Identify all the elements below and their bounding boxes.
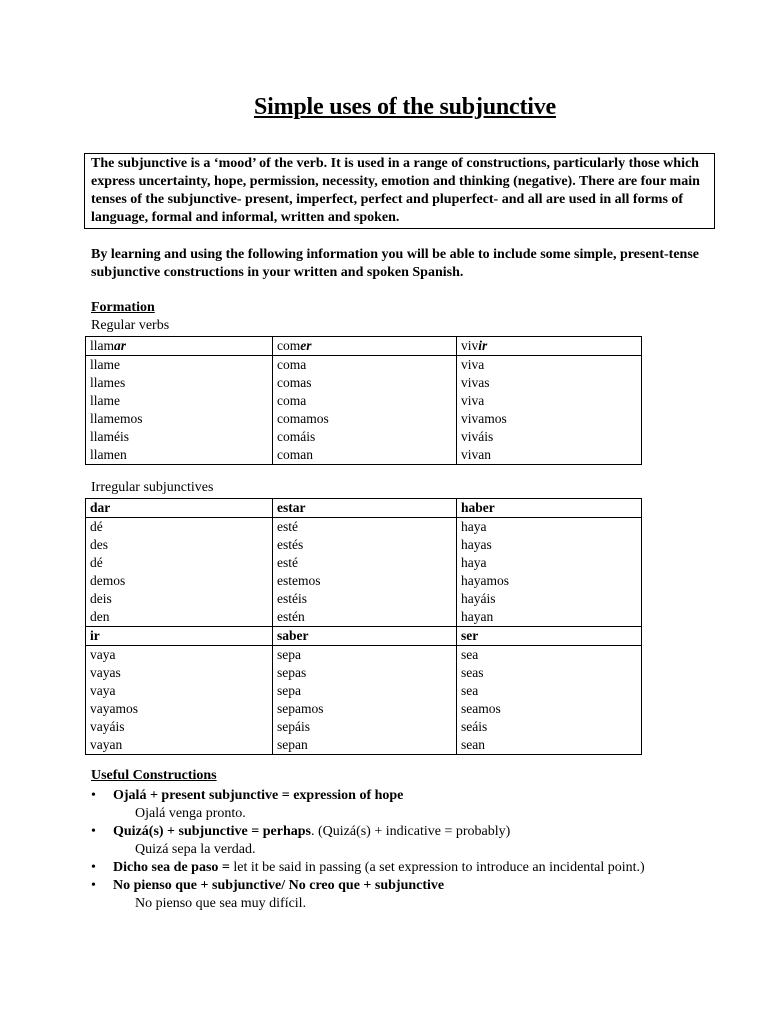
table-row — [86, 410, 642, 428]
table-row — [86, 590, 642, 608]
table-cell: comamos — [273, 410, 457, 428]
table-row — [86, 736, 642, 755]
bullet-icon: • — [91, 878, 96, 893]
table-cell: estén — [273, 608, 457, 627]
table-cell: vayáis — [86, 718, 273, 736]
table-header-cell: estar — [273, 499, 457, 518]
table-cell: hayamos — [457, 572, 642, 590]
table-row — [86, 374, 642, 392]
table-header-cell: comer — [273, 337, 457, 356]
table-cell: vivan — [457, 446, 642, 465]
table-row — [86, 700, 642, 718]
table-row — [86, 428, 642, 446]
table-header-cell: ser — [457, 627, 642, 646]
irregular-label: Irregular subjunctives — [91, 480, 214, 495]
construction-example: Ojalá venga pronto. — [135, 806, 246, 821]
table-cell: esté — [273, 518, 457, 537]
regular-verbs-table — [85, 336, 642, 465]
table-cell: vayamos — [86, 700, 273, 718]
irregular-verbs-table — [85, 498, 642, 755]
formation-heading: Formation — [91, 300, 155, 315]
table-cell: vaya — [86, 646, 273, 665]
table-cell: sea — [457, 646, 642, 665]
table-cell: sepamos — [273, 700, 457, 718]
table-row — [86, 664, 642, 682]
table-row — [86, 646, 642, 665]
table-header-cell: vivir — [457, 337, 642, 356]
construction-example: Quizá sepa la verdad. — [135, 842, 256, 857]
table-row — [86, 536, 642, 554]
table-row — [86, 446, 642, 465]
table-header-cell: haber — [457, 499, 642, 518]
construction-item — [91, 877, 711, 895]
construction-note: let it be said in passing (a set expression to introduce an incidental point.) — [233, 860, 645, 875]
table-cell: viva — [457, 392, 642, 410]
table-cell: sepa — [273, 682, 457, 700]
table-cell: viva — [457, 356, 642, 375]
table-row — [86, 608, 642, 627]
table-cell: haya — [457, 554, 642, 572]
table-cell: coma — [273, 392, 457, 410]
learning-paragraph: By learning and using the following information you will be able to include some simple, present-tense subjunctive constructions in your written and spoken Spanish. — [91, 247, 699, 280]
constructions-heading: Useful Constructions — [91, 768, 217, 783]
construction-item — [91, 787, 711, 805]
table-cell: esté — [273, 554, 457, 572]
table-cell: viváis — [457, 428, 642, 446]
table-cell: comas — [273, 374, 457, 392]
table-cell: seáis — [457, 718, 642, 736]
table-cell: sepa — [273, 646, 457, 665]
bullet-icon: • — [91, 824, 96, 839]
table-header-row — [86, 499, 642, 518]
table-cell: llaméis — [86, 428, 273, 446]
table-cell: hayas — [457, 536, 642, 554]
table-cell: vaya — [86, 682, 273, 700]
table-row — [86, 718, 642, 736]
table-header-cell: llamar — [86, 337, 273, 356]
table-row — [86, 392, 642, 410]
table-cell: comáis — [273, 428, 457, 446]
table-cell: seas — [457, 664, 642, 682]
construction-item — [91, 859, 711, 877]
table-cell: haya — [457, 518, 642, 537]
table-header-cell: saber — [273, 627, 457, 646]
table-cell: llamen — [86, 446, 273, 465]
table-header-row — [86, 627, 642, 646]
table-cell: estemos — [273, 572, 457, 590]
intro-box: The subjunctive is a ‘mood’ of the verb. It is used in a range of constructions, particularly those which express uncertainty, hope, permission, necessity, emotion and thinking (negative). There are four main tenses of the subjunctive- present, imperfect, perfect and pluperfect- and all are used in all forms of language, formal and informal, written and spoken. — [84, 153, 715, 229]
table-cell: estéis — [273, 590, 457, 608]
construction-rule: Dicho sea de paso = — [113, 860, 234, 875]
table-cell: llame — [86, 392, 273, 410]
table-cell: estés — [273, 536, 457, 554]
table-cell: vayan — [86, 736, 273, 755]
table-cell: hayáis — [457, 590, 642, 608]
table-cell: dé — [86, 518, 273, 537]
table-row — [86, 572, 642, 590]
table-cell: hayan — [457, 608, 642, 627]
bullet-icon: • — [91, 860, 96, 875]
constructions-list — [91, 787, 711, 913]
table-cell: llame — [86, 356, 273, 375]
construction-rule: Ojalá + present subjunctive = expression of hope — [113, 788, 404, 803]
table-cell: sean — [457, 736, 642, 755]
table-cell: des — [86, 536, 273, 554]
bullet-icon: • — [91, 788, 96, 803]
table-cell: coman — [273, 446, 457, 465]
construction-item — [91, 823, 711, 841]
table-cell: sepan — [273, 736, 457, 755]
table-row — [86, 356, 642, 375]
table-cell: dé — [86, 554, 273, 572]
table-cell: llamemos — [86, 410, 273, 428]
table-cell: vayas — [86, 664, 273, 682]
construction-note: . (Quizá(s) + indicative = probably) — [310, 824, 511, 839]
construction-rule: No pienso que + subjunctive/ No creo que + subjunctive — [113, 878, 445, 893]
table-cell: demos — [86, 572, 273, 590]
regular-verbs-label: Regular verbs — [91, 318, 170, 333]
table-cell: sepas — [273, 664, 457, 682]
table-header-cell: ir — [86, 627, 273, 646]
table-cell: sepáis — [273, 718, 457, 736]
table-header-row — [86, 337, 642, 356]
table-cell: vivamos — [457, 410, 642, 428]
table-cell: seamos — [457, 700, 642, 718]
page-title: Simple uses of the subjunctive — [253, 94, 557, 120]
table-row — [86, 554, 642, 572]
table-row — [86, 518, 642, 537]
table-cell: den — [86, 608, 273, 627]
table-header-cell: dar — [86, 499, 273, 518]
construction-rule: Quizá(s) + subjunctive = perhaps — [113, 824, 311, 839]
table-cell: sea — [457, 682, 642, 700]
table-cell: deis — [86, 590, 273, 608]
table-cell: vivas — [457, 374, 642, 392]
table-cell: llames — [86, 374, 273, 392]
table-row — [86, 682, 642, 700]
construction-example: No pienso que sea muy difícil. — [135, 896, 307, 911]
table-cell: coma — [273, 356, 457, 375]
